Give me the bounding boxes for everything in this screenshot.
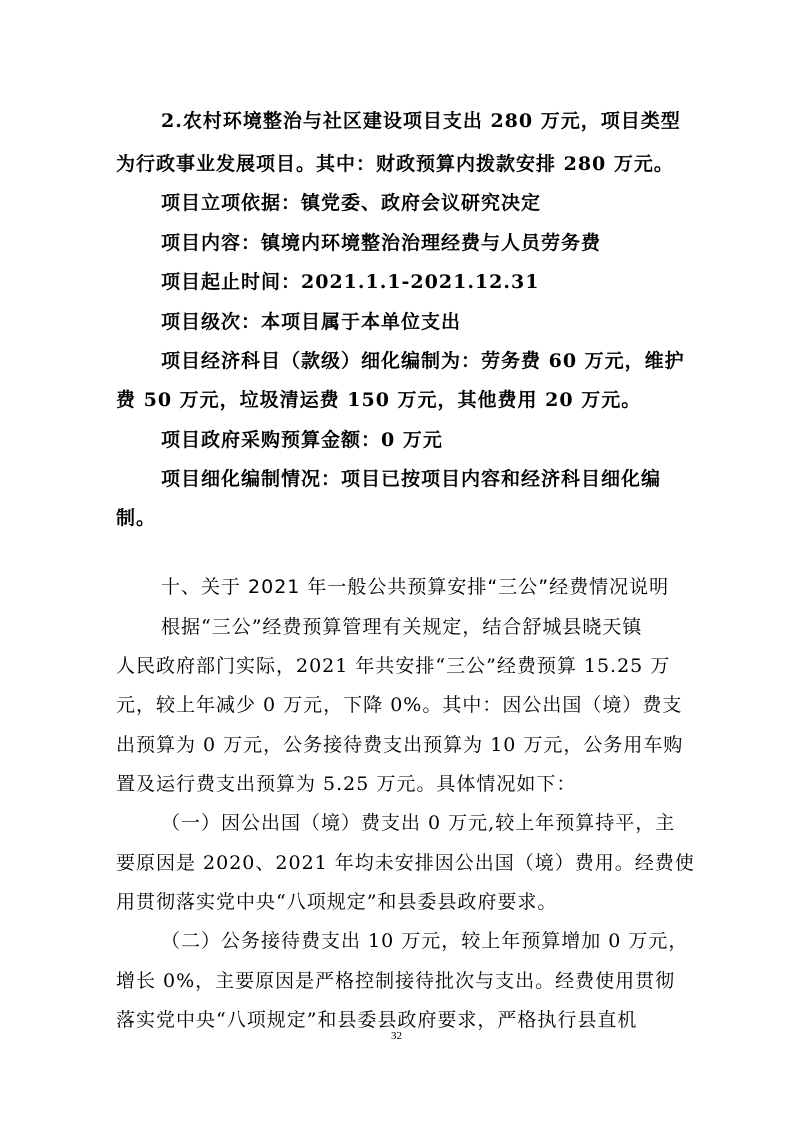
project-period: 项目起止时间：2021.1.1-2021.12.31 (161, 271, 540, 293)
p1-line3: 元，较上年减少 0 万元，下降 0%。其中：因公出国（境）费支 (116, 694, 683, 716)
p2-line2: 要原因是 2020、2021 年均未安排因公出国（境）费用。经费使 (116, 852, 695, 874)
project-detail-line1: 项目细化编制情况：项目已按项目内容和经济科目细化编 (161, 468, 662, 490)
p3-line1: （二）公务接待费支出 10 万元，较上年预算增加 0 万元， (161, 930, 689, 952)
p3-line2: 增长 0%，主要原因是严格控制接待批次与支出。经费使用贯彻 (116, 970, 676, 992)
project-detail-line2: 制。 (116, 507, 157, 529)
project-level: 项目级次：本项目属于本单位支出 (161, 311, 462, 333)
p1-line1: 根据“三公”经费预算管理有关规定，结合舒城县晓天镇 (161, 616, 643, 638)
p3-line3: 落实党中央“八项规定”和县委县政府要求，严格执行县直机 (116, 1009, 638, 1031)
section-title: 十、关于 2021 年一般公共预算安排“三公”经费情况说明 (161, 576, 670, 598)
project-procurement: 项目政府采购预算金额：0 万元 (161, 429, 443, 451)
p1-line2: 人民政府部门实际，2021 年共安排“三公”经费预算 15.25 万 (116, 655, 671, 677)
project-basis: 项目立项依据：镇党委、政府会议研究决定 (161, 192, 542, 214)
p1-line4: 出预算为 0 万元，公务接待费支出预算为 10 万元，公务用车购 (116, 734, 684, 756)
project-econ-line2: 费 50 万元，垃圾清运费 150 万元，其他费用 20 万元。 (116, 389, 642, 411)
project2-line2: 为行政事业发展项目。其中：财政预算内拨款安排 280 万元。 (116, 153, 674, 175)
project2-line1: 2.农村环境整治与社区建设项目支出 280 万元，项目类型 (161, 110, 681, 132)
p2-line1: （一）因公出国（境）费支出 0 万元,较上年预算持平，主 (161, 812, 676, 834)
p1-line5: 置及运行费支出预算为 5.25 万元。具体情况如下： (116, 773, 577, 795)
page-number: 32 (391, 1030, 402, 1042)
project-content: 项目内容：镇境内环境整治治理经费与人员劳务费 (161, 232, 602, 254)
project-econ-line1: 项目经济科目（款级）细化编制为：劳务费 60 万元，维护 (161, 350, 685, 372)
p2-line3: 用贯彻落实党中央“八项规定”和县委县政府要求。 (116, 891, 558, 913)
